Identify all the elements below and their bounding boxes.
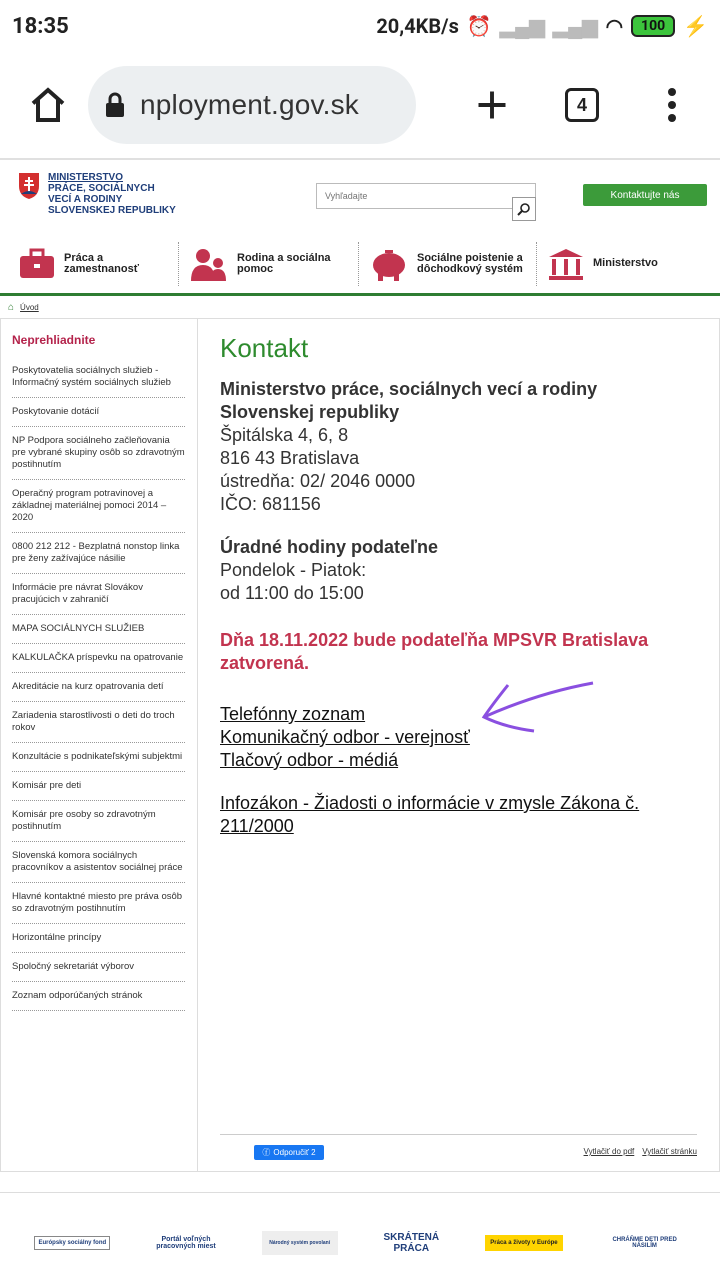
building-icon	[547, 247, 585, 281]
nav-label: Práca a	[64, 251, 104, 264]
sidebar-item[interactable]: Hlavné kontaktné miesto pre práva osôb so zdravotným postihnutím	[12, 883, 185, 924]
logo-short-work[interactable]: SKRÁTENÁ PRÁCA	[383, 1231, 440, 1254]
main-content	[198, 319, 719, 1171]
nav-label: pomoc	[237, 262, 274, 275]
hours-time: od 11:00 do 15:00	[220, 583, 364, 603]
hours-block	[220, 536, 697, 605]
alarm-icon: ⏰	[466, 14, 492, 38]
search-button[interactable]	[512, 197, 536, 221]
logo-text	[48, 172, 176, 216]
more-vertical-icon	[667, 87, 677, 123]
sidebar-item[interactable]: Slovenská komora sociálnych pracovníkov a asistentov sociálnej práce	[12, 842, 185, 883]
status-bar	[0, 0, 720, 52]
home-icon	[28, 85, 68, 125]
breadcrumb	[0, 296, 720, 318]
status-icons	[376, 14, 708, 39]
sidebar-item[interactable]: Poskytovatelia sociálnych služieb - Informačný systém sociálnych služieb	[12, 357, 185, 398]
sidebar-item[interactable]: Zariadenia starostlivosti o deti do troch rokov	[12, 702, 185, 743]
logo-esf[interactable]: Európsky sociálny fond	[34, 1236, 110, 1250]
home-small-icon: ⌂	[8, 301, 15, 313]
logo-line: SLOVENSKEJ REPUBLIKY	[48, 205, 176, 216]
print-pdf-link[interactable]: Vytlačiť do pdf	[583, 1147, 635, 1156]
nav-label: Rodina a sociálna	[237, 251, 331, 264]
search-icon	[517, 202, 531, 216]
print-page-link[interactable]: Vytlačiť stránku	[642, 1147, 697, 1156]
nav-label: dôchodkový systém	[417, 262, 523, 275]
nav-item-family[interactable]	[178, 242, 358, 286]
people-icon	[189, 247, 229, 281]
print-links	[584, 1147, 697, 1156]
phone: ústredňa: 02/ 2046 0000	[220, 471, 416, 491]
sidebar-item[interactable]: Akreditácie na kurz opatrovania detí	[12, 673, 185, 702]
sidebar-item[interactable]: MAPA SOCIÁLNYCH SLUŽIEB	[12, 615, 185, 644]
content-area	[0, 318, 720, 1172]
partner-logos	[0, 1192, 720, 1280]
ministry-logo[interactable]	[18, 172, 176, 216]
search-input[interactable]	[316, 183, 536, 209]
url-text: nployment.gov.sk	[140, 89, 360, 120]
sidebar-item[interactable]: Komisár pre deti	[12, 772, 185, 801]
logo-line: PRÁCE, SOCIÁLNYCH	[48, 183, 155, 194]
facebook-icon: ⓕ	[262, 1148, 271, 1157]
logo-line: VECÍ A RODINY	[48, 194, 123, 205]
tab-count: 4	[565, 88, 599, 122]
link-phonebook[interactable]: Telefónny zoznam	[220, 704, 366, 724]
nav-label: zamestnanosť	[64, 262, 139, 275]
breadcrumb-home-link[interactable]: Úvod	[20, 302, 39, 312]
status-time: 18:35	[12, 13, 69, 39]
org-name-2: Slovenskej republiky	[220, 402, 400, 422]
main-nav	[0, 234, 720, 296]
tab-switcher-button[interactable]	[552, 75, 612, 135]
content-divider	[220, 1134, 697, 1135]
link-communications[interactable]: Komunikačný odbor - verejnosť	[220, 727, 470, 747]
nav-item-ministry[interactable]	[536, 242, 696, 286]
logo-nsp[interactable]: Národný systém povolaní	[262, 1231, 338, 1255]
hours-title: Úradné hodiny podateľne	[220, 537, 438, 557]
logo-protect-children[interactable]: CHRÁŇME DETI PRED NÁSILÍM	[612, 1236, 677, 1249]
fb-label: Odporučiť 2	[273, 1148, 316, 1157]
battery-icon: 100	[631, 15, 675, 37]
home-button[interactable]	[18, 75, 78, 135]
logo-line: MINISTERSTVO	[48, 172, 124, 183]
briefcase-icon	[18, 248, 56, 280]
sidebar-item[interactable]: NP Podpora sociálneho začleňovania pre vybrané skupiny osôb so zdravotným postihnutím	[12, 427, 185, 480]
contact-button[interactable]: Kontaktujte nás	[583, 184, 707, 206]
contact-links	[220, 703, 697, 838]
ico: IČO: 681156	[220, 494, 321, 514]
sidebar-item[interactable]: Poskytovanie dotácií	[12, 398, 185, 427]
city: 816 43 Bratislava	[220, 448, 360, 468]
logo-eures[interactable]: Práca a životy v Európe	[485, 1235, 563, 1251]
facebook-like-button[interactable]	[254, 1145, 324, 1160]
sidebar-item[interactable]: Komisár pre osoby so zdravotným postihnutím	[12, 801, 185, 842]
logo-job-portal[interactable]: Portál voľných pracovných miest	[156, 1235, 216, 1250]
org-name: Ministerstvo práce, sociálnych vecí a rodiny	[220, 379, 598, 399]
closure-notice: Dňa 18.11.2022 bude podateľňa MPSVR Bratislava zatvorená.	[220, 630, 649, 673]
piggy-bank-icon	[369, 247, 409, 281]
address-block	[220, 378, 697, 516]
sidebar-title: Neprehliadnite	[12, 333, 96, 347]
lock-icon	[104, 92, 126, 118]
link-infozakon[interactable]: Infozákon - Žiadosti o informácie v zmysle Zákona č. 211/2000	[220, 793, 640, 836]
charging-icon: ⚡	[683, 14, 708, 38]
signal-icon-2: ▂▄▆	[552, 13, 598, 38]
link-press[interactable]: Tlačový odbor - médiá	[220, 750, 399, 770]
nav-label: Ministerstvo	[593, 257, 658, 269]
site-header	[0, 160, 720, 234]
address-bar[interactable]	[88, 66, 416, 144]
nav-item-work[interactable]	[8, 242, 178, 286]
network-speed: 20,4KB/s	[376, 14, 459, 38]
web-page	[0, 160, 720, 1280]
sidebar-item[interactable]: Spoločný sekretariát výborov	[12, 953, 185, 982]
new-tab-button[interactable]	[462, 75, 522, 135]
sidebar-item[interactable]: Operačný program potravinovej a základnej materiálnej pomoci 2014 – 2020	[12, 480, 185, 533]
nav-label: Sociálne poistenie a	[417, 251, 523, 264]
sidebar-item[interactable]: 0800 212 212 - Bezplatná nonstop linka pre ženy zažívajúce násilie	[12, 533, 185, 574]
browser-toolbar	[0, 52, 720, 160]
annotation-arrow	[478, 675, 598, 735]
menu-button[interactable]	[642, 75, 702, 135]
nav-item-insurance[interactable]	[358, 242, 536, 286]
hours-days: Pondelok - Piatok:	[220, 560, 367, 580]
wifi-icon: ◠	[605, 14, 624, 38]
sidebar-item[interactable]: Zoznam odporúčaných stránok	[12, 982, 185, 1011]
sidebar-item[interactable]: Horizontálne princípy	[12, 924, 185, 953]
search-box	[316, 183, 536, 220]
coat-of-arms-icon	[18, 172, 40, 200]
plus-icon	[474, 87, 510, 123]
sidebar-item[interactable]: Konzultácie s podnikateľskými subjektmi	[12, 743, 185, 772]
sidebar-item[interactable]: KALKULAČKA príspevku na opatrovanie	[12, 644, 185, 673]
signal-icon: ▂▄▆	[499, 13, 545, 38]
street: Špitálska 4, 6, 8	[220, 425, 349, 445]
sidebar	[1, 319, 198, 1171]
page-title: Kontakt	[220, 333, 309, 363]
sidebar-item[interactable]: Informácie pre návrat Slovákov pracujúcich v zahraničí	[12, 574, 185, 615]
